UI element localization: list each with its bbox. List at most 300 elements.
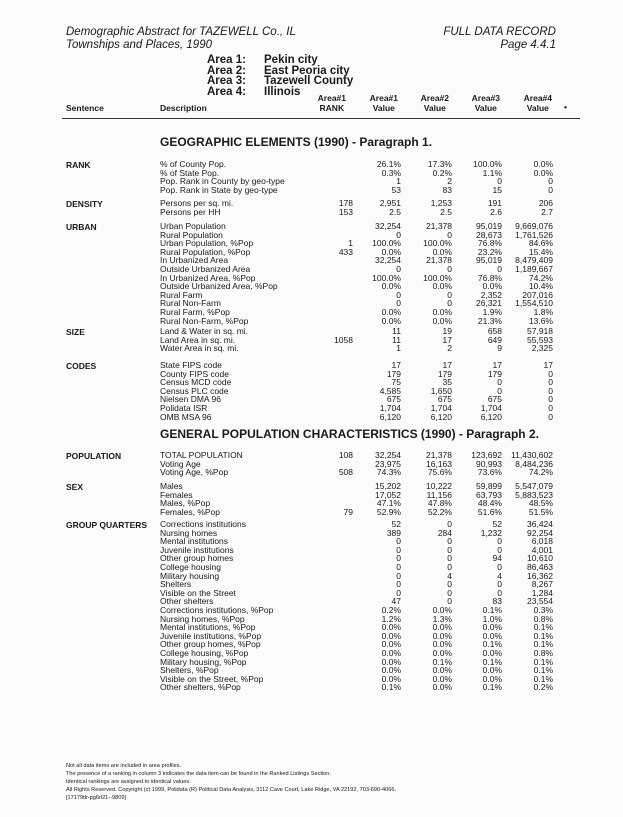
row-description: In Urbanized Area, %Pop [160,272,256,283]
row-value: 2 [447,343,452,354]
row-value: 4,001 [531,544,553,555]
col-header-area4-value: Area#4 Value [523,93,552,113]
row-value: 0 [396,553,401,564]
row-value: 0.1% [533,630,553,641]
row-description: Rural Population, %Pop [160,246,251,257]
row-value: 16,163 [426,458,452,469]
row-value: 10.4% [528,281,553,292]
col-header-area1-value: Area#1 Value [369,93,398,113]
row-value: 90,993 [476,458,502,469]
row-value: 0 [548,394,553,405]
row-description: Shelters, %Pop [160,665,219,676]
row-value: 0.0% [482,622,502,633]
row-value: 47.1% [376,498,401,509]
row-value: 0.1% [482,682,502,693]
row-description: Nursing homes [160,527,218,538]
row-value: 28,673 [476,229,502,240]
area-1: Area 1: Pekin city [207,54,318,66]
row-value: 0 [497,544,502,555]
row-value: 83 [492,596,502,607]
footer-note: The presence of a ranking in column 3 indicates the data item can be found in the Ranked Listings Section. [66,771,331,777]
row-value: 0 [497,579,502,590]
row-value: 52 [391,519,401,529]
group-label-size: SIZE [66,327,85,337]
row-description: Males [160,481,183,491]
row-description: Polidata ISR [160,402,208,413]
row-description: Rural Non-Farm, %Pop [160,315,249,326]
row-description: Visible on the Street [160,587,236,598]
table-row [0,177,623,186]
table-row [0,632,623,641]
row-description: % of County Pop. [160,159,227,169]
row-description: Corrections institutions [160,519,246,529]
row-value: 75.6% [427,467,452,478]
row-value: 0 [447,536,452,547]
row-description: Outside Urbanized Area [160,263,251,274]
table-row [0,508,623,517]
row-value: 1.9% [482,306,502,317]
row-value: 9,669,076 [515,221,553,231]
group-label-codes: CODES [66,361,97,371]
row-value: 83 [442,184,452,195]
row-value: 0 [548,368,553,379]
col-header-area2-value: Area#2 Value [420,93,449,113]
table-row [0,580,623,589]
row-value: 17,052 [375,489,401,500]
row-value: 11 [392,326,401,336]
area-3: Area 3: Tazewell County [207,75,354,87]
row-value: 100.0% [423,272,452,283]
row-value: 74.3% [376,467,401,478]
row-value: 0.0% [432,639,452,650]
row-value: 95,019 [476,221,502,231]
row-value: 0 [447,519,452,529]
group-label-density: DENSITY [66,199,103,209]
row-value: 76.8% [477,238,502,249]
row-description: Other group homes [160,553,234,564]
page-number: Page 4.4.1 [500,39,556,51]
row-description: Shelters [160,579,192,590]
row-value: 2.5 [440,206,452,217]
row-value: 1.3% [432,613,452,624]
row-value: 0.0% [432,673,452,684]
row-value: 389 [386,527,401,538]
row-value: 6,120 [430,411,452,422]
row-description: Land & Water in sq. mi. [160,326,249,336]
row-value: 0 [447,579,452,590]
row-value: 21,378 [426,221,452,231]
row-value: 0 [548,385,553,396]
row-value: 0.0% [432,622,452,633]
row-description: Outside Urbanized Area, %Pop [160,281,278,292]
row-value: 1,284 [531,587,553,598]
row-value: 8,484,236 [515,458,553,469]
row-value: 57,918 [527,326,553,336]
row-value: 0 [497,377,502,388]
row-value: 0 [447,263,452,274]
table-row [0,640,623,649]
table-row [0,537,623,546]
row-description: Census MCD code [160,377,232,388]
row-value: 2,352 [480,289,502,300]
col-header-area3-value: Area#3 Value [471,93,500,113]
row-value: 17 [492,360,502,370]
row-value: 658 [487,326,502,336]
row-value: 8,479,409 [515,255,553,266]
row-value: 4,585 [379,385,401,396]
row-description: Other group homes, %Pop [160,639,261,650]
table-row [0,413,623,422]
row-value: 16,362 [527,570,553,581]
row-value: 0 [497,587,502,598]
table-row [0,623,623,632]
row-value: 0.0% [381,656,401,667]
row-value: 0.1% [432,656,452,667]
row-value: 0.0% [482,281,502,292]
row-value: 74.2% [528,272,553,283]
table-row [0,186,623,195]
group-rows-urban [0,222,623,325]
row-value: 17 [442,334,452,345]
row-description: Pop. Rank in County by geo-type [160,176,285,187]
row-value: 0 [396,570,401,581]
row-value: 1058 [334,334,353,345]
row-value: 0 [396,561,401,572]
row-description: OMB MSA 96 [160,411,212,422]
row-description: Water Area in sq. mi. [160,343,239,354]
row-description: Rural Farm, %Pop [160,306,230,317]
row-value: 6,120 [379,411,401,422]
group-label-group-quarters: GROUP QUARTERS [66,520,148,530]
row-value: 55,593 [527,334,553,345]
row-value: 0.0% [381,639,401,650]
group-label-rank: RANK [66,160,91,170]
table-row [0,675,623,684]
row-value: 0.0% [482,673,502,684]
row-description: TOTAL POPULATION [160,450,243,460]
row-value: 48.5% [528,498,553,509]
row-value: 100.0% [473,159,502,169]
row-value: 32,254 [375,450,401,460]
row-value: 52.9% [376,506,401,517]
row-value: 0 [396,229,401,240]
table-row [0,649,623,658]
row-value: 52 [492,519,502,529]
table-row [0,658,623,667]
row-value: 35 [442,377,452,388]
document-title: Demographic Abstract for TAZEWELL Co., IL [66,26,296,38]
row-value: 0 [396,289,401,300]
table-row [0,404,623,413]
row-value: 675 [437,394,452,405]
row-value: 32,254 [375,221,401,231]
row-description: Persons per HH [160,206,221,217]
row-value: 75 [391,377,401,388]
row-value: 5,883,523 [515,489,553,500]
table-row [0,336,623,345]
row-value: 0 [447,561,452,572]
row-value: 15.4% [528,246,553,257]
row-value: 23.2% [477,246,502,257]
row-value: 0 [497,385,502,396]
section-title-geographic: GEOGRAPHIC ELEMENTS (1990) - Paragraph 1. [160,135,433,149]
row-value: 0.8% [533,647,553,658]
table-row [0,361,623,370]
row-description: Census PLC code [160,385,229,396]
row-value: 23,975 [375,458,401,469]
row-value: 74.2% [528,467,553,478]
row-value: 0 [447,596,452,607]
record-type: FULL DATA RECORD [443,26,556,38]
row-value: 207,016 [522,289,553,300]
row-value: 0.0% [432,630,452,641]
row-value: 1,189,667 [515,263,553,274]
table-row [0,666,623,675]
row-value: 0.1% [482,656,502,667]
group-rows-group-quarters [0,520,623,692]
row-value: 153 [338,206,353,217]
row-value: 48.4% [477,498,502,509]
row-value: 11,430,602 [511,450,553,460]
table-row [0,344,623,353]
row-description: Females, %Pop [160,506,220,517]
group-rows-codes [0,361,623,421]
table-row [0,208,623,217]
row-description: Urban Population, %Pop [160,238,254,249]
row-value: 0.3% [381,167,401,178]
row-value: 0 [548,411,553,422]
row-description: College housing [160,561,221,572]
row-value: 0.0% [432,246,452,257]
row-value: 9 [497,343,502,354]
row-value: 1 [396,176,401,187]
group-label-urban: URBAN [66,222,97,232]
group-rows-sex [0,482,623,516]
row-value: 1.8% [533,306,553,317]
row-value: 0.1% [482,604,502,615]
row-description: Military housing [160,570,220,581]
row-value: 59,899 [476,481,502,491]
row-value: 0.0% [381,281,401,292]
row-description: Other shelters, %Pop [160,682,241,693]
row-value: 53 [391,184,401,195]
row-value: 1 [396,343,401,354]
header-divider [62,118,580,119]
row-value: 675 [386,394,401,405]
row-value: 11 [392,334,401,345]
row-value: 0.0% [381,673,401,684]
row-value: 2.6 [490,206,502,217]
row-description: Juvenile institutions [160,544,234,555]
row-value: 0 [447,587,452,598]
row-value: 10,610 [527,553,553,564]
row-value: 51.5% [528,506,553,517]
footer-notes [66,762,396,802]
row-value: 36,424 [527,519,553,529]
row-value: 1.2% [381,613,401,624]
row-value: 0 [548,402,553,413]
row-value: 1 [348,238,353,249]
group-label-population: POPULATION [66,451,122,461]
row-value: 13.6% [528,315,553,326]
group-rows-size [0,327,623,353]
table-row [0,529,623,538]
row-value: 17 [543,360,553,370]
section-title-population: GENERAL POPULATION CHARACTERISTICS (1990) - Paragraph 2. [160,427,539,441]
row-value: 21,378 [426,255,452,266]
area-legend [207,55,353,97]
row-value: 84.6% [528,238,553,249]
row-value: 0.0% [381,665,401,676]
row-description: County FIPS code [160,368,229,379]
row-value: 26.1% [376,159,401,169]
row-value: 0.0% [533,167,553,178]
col-header-description: Description [160,103,207,113]
row-value: 0.0% [381,306,401,317]
row-value: 1,761,526 [515,229,553,240]
bullet-marker: • [564,102,567,112]
row-description: In Urbanized Area [160,255,229,266]
row-value: 26,321 [476,298,502,309]
row-value: 0.1% [533,665,553,676]
row-value: 1,704 [480,402,502,413]
row-value: 0 [548,377,553,388]
row-description: Rural Population [160,229,223,240]
row-value: 649 [487,334,502,345]
record-id: [17179tlr-pg6rl21--9809] [66,795,127,801]
row-value: 4 [497,570,502,581]
table-row [0,169,623,178]
row-value: 0 [447,553,452,564]
row-value: 0 [396,536,401,547]
row-value: 0 [447,298,452,309]
row-value: 32,254 [375,255,401,266]
row-value: 108 [338,450,353,460]
table-row [0,683,623,692]
row-value: 73.6% [477,467,502,478]
row-value: 179 [487,368,502,379]
row-value: 6,018 [531,536,553,547]
row-description: Rural Non-Farm [160,298,221,309]
row-value: 179 [386,368,401,379]
row-value: 8,267 [531,579,553,590]
row-value: 433 [338,246,353,257]
row-value: 2.7 [541,206,553,217]
row-value: 23,554 [527,596,553,607]
row-value: 206 [538,198,553,208]
row-value: 0.3% [533,604,553,615]
row-value: 0.0% [381,622,401,633]
table-row [0,615,623,624]
row-value: 79 [343,506,353,517]
row-value: 284 [437,527,452,538]
row-value: 0.0% [533,159,553,169]
row-value: 92,254 [527,527,553,538]
row-value: 95,019 [476,255,502,266]
row-value: 47.8% [427,498,452,509]
row-value: 0.0% [381,315,401,326]
row-value: 2,951 [379,198,401,208]
row-value: 0.0% [432,281,452,292]
row-description: Voting Age [160,458,201,469]
row-value: 0 [548,176,553,187]
row-value: 508 [338,467,353,478]
row-description: Persons per sq. mi. [160,198,234,208]
table-row [0,160,623,169]
footer-note: Identical rankings are assigned to identical values. [66,779,191,785]
row-value: 0 [497,536,502,547]
col-header-area1-rank: Area#1 RANK [317,93,346,113]
row-description: Visible on the Street, %Pop [160,673,264,684]
row-description: Juvenile institutions, %Pop [160,630,262,641]
row-description: Mental institutions, %Pop [160,622,256,633]
table-row [0,299,623,308]
row-value: 2 [447,176,452,187]
row-value: 123,692 [471,450,502,460]
row-value: 0.0% [432,315,452,326]
row-value: 0 [396,587,401,598]
row-value: 0 [396,263,401,274]
row-value: 0 [497,263,502,274]
row-value: 2.5 [389,206,401,217]
col-header-sentence: Sentence [66,103,104,113]
table-row [0,199,623,208]
row-value: 0.2% [432,167,452,178]
row-value: 63,793 [476,489,502,500]
group-rows-rank [0,160,623,194]
row-value: 47 [391,596,401,607]
row-description: State FIPS code [160,360,222,370]
row-value: 0.1% [533,639,553,650]
row-value: 11,156 [426,489,452,500]
group-rows-population [0,451,623,477]
row-value: 100.0% [372,272,401,283]
row-value: 86,463 [527,561,553,572]
table-row [0,387,623,396]
row-description: Females [160,489,193,500]
row-value: 0 [396,579,401,590]
row-value: 1.1% [482,167,502,178]
table-row [0,378,623,387]
row-value: 1,253 [430,198,452,208]
row-value: 0 [447,229,452,240]
row-value: 1,554,510 [515,298,553,309]
row-value: 19 [442,326,452,336]
row-description: Males, %Pop [160,498,211,509]
row-value: 0 [396,298,401,309]
table-row [0,370,623,379]
row-value: 0.1% [381,682,401,693]
row-value: 17 [442,360,452,370]
row-value: 15,202 [375,481,401,491]
row-value: 1,704 [430,402,452,413]
row-value: 0.0% [381,647,401,658]
table-row [0,572,623,581]
row-value: 52.2% [427,506,452,517]
row-value: 100.0% [372,238,401,249]
row-value: 17 [391,360,401,370]
row-value: 2,325 [531,343,553,354]
copyright-note: All Rights Reserved. Copyright (c) 1999, Polidata (R) Political Data Analysis, 3112 Cave Court, Lake Ridge, VA 22192, 703-690-4066. [66,787,396,793]
row-value: 6,120 [480,411,502,422]
row-value: 0.8% [533,613,553,624]
row-value: 100.0% [423,238,452,249]
row-value: 0.0% [432,682,452,693]
row-description: Mental institutions [160,536,229,547]
row-value: 0.0% [432,665,452,676]
row-value: 21.3% [477,315,502,326]
row-value: 10,222 [426,481,452,491]
